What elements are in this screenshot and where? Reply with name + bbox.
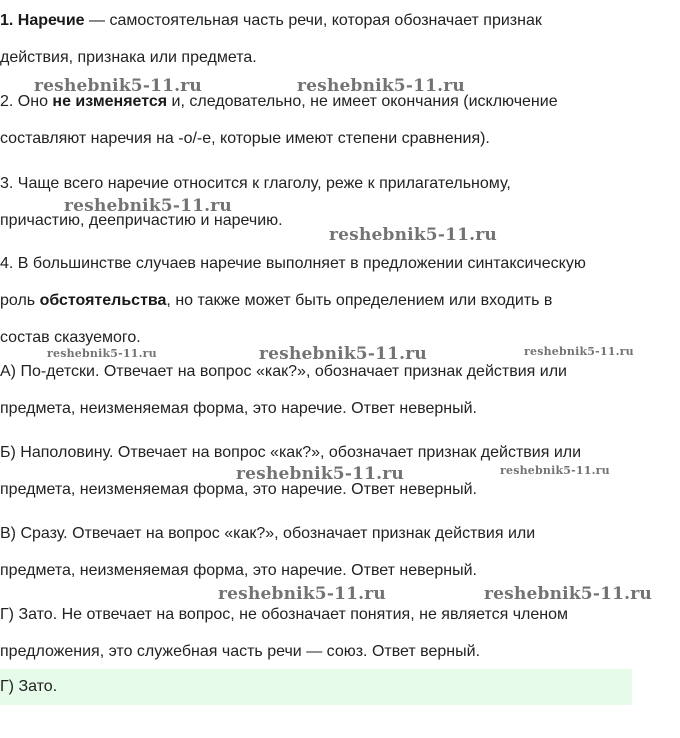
watermark: reshebnik5-11.ru [34, 76, 202, 96]
watermark: reshebnik5-11.ru [218, 584, 386, 604]
option-b-line-2: предмета, неизменяемая форма, это наречие. Ответ неверный. [0, 481, 477, 498]
paragraph-4-line-3: состав сказуемого. [0, 329, 141, 346]
option-g-line-2: предложения, это служебная часть речи — союз. Ответ верный. [0, 643, 481, 660]
paragraph-text: , но также может быть определением или входить в [166, 292, 553, 309]
watermark: reshebnik5-11.ru [47, 347, 157, 360]
paragraph-text: роль [0, 292, 40, 309]
watermark: reshebnik5-11.ru [329, 225, 497, 245]
option-g [0, 596, 678, 670]
paragraph-1-line-1 [0, 2, 678, 39]
paragraph-text: и, следовательно, не имеет окончания (исключение [167, 93, 558, 110]
watermark: reshebnik5-11.ru [236, 464, 404, 484]
option-a-line-2: предмета, неизменяемая форма, это наречие. Ответ неверный. [0, 400, 477, 417]
option-a [0, 353, 678, 427]
option-v-line-1: В) Сразу. Отвечает на вопрос «как?», обозначает признак действия или [0, 525, 536, 542]
answer-text: Г) Зато. [0, 678, 58, 695]
paragraph-1-line-2: действия, признака или предмета. [0, 49, 257, 66]
paragraph-3-line-2: причастию, деепричастию и наречию. [0, 212, 283, 229]
term-narechie: Наречие [17, 12, 85, 29]
paragraph-4 [0, 245, 678, 356]
watermark: reshebnik5-11.ru [64, 196, 232, 216]
option-b-line-1: Б) Наполовину. Отвечает на вопрос «как?», обозначает признак действия или [0, 444, 582, 461]
option-a-line-1: А) По-детски. Отвечает на вопрос «как?», обозначает признак действия или [0, 363, 567, 380]
term-obstoyatelstva: обстоятельства [39, 292, 167, 309]
option-v [0, 515, 678, 589]
watermark: reshebnik5-11.ru [297, 76, 465, 96]
paragraph-1 [0, 2, 678, 76]
answer-box [0, 669, 632, 705]
watermark: reshebnik5-11.ru [259, 344, 427, 364]
paragraph-text: 2. Оно [0, 93, 53, 110]
watermark: reshebnik5-11.ru [500, 464, 610, 477]
term-ne-izmenyaetsya: не изменяется [52, 93, 168, 110]
paragraph-4-line-2 [0, 282, 678, 319]
paragraph-text: — самостоятельная часть речи, которая обозначает признак [84, 12, 542, 29]
watermark: reshebnik5-11.ru [484, 584, 652, 604]
paragraph-4-line-1: 4. В большинстве случаев наречие выполняет в предложении синтаксическую [0, 255, 586, 272]
paragraph-2-line-2: составляют наречия на -о/-е, которые имеют степени сравнения). [0, 130, 490, 147]
item-number: 1. [0, 12, 18, 29]
watermark: reshebnik5-11.ru [524, 345, 634, 358]
option-v-line-2: предмета, неизменяемая форма, это наречие. Ответ неверный. [0, 562, 477, 579]
paragraph-3-line-1: 3. Чаще всего наречие относится к глаголу, реже к прилагательному, [0, 175, 511, 192]
option-g-line-1: Г) Зато. Не отвечает на вопрос, не обозначает понятия, не является членом [0, 606, 569, 623]
